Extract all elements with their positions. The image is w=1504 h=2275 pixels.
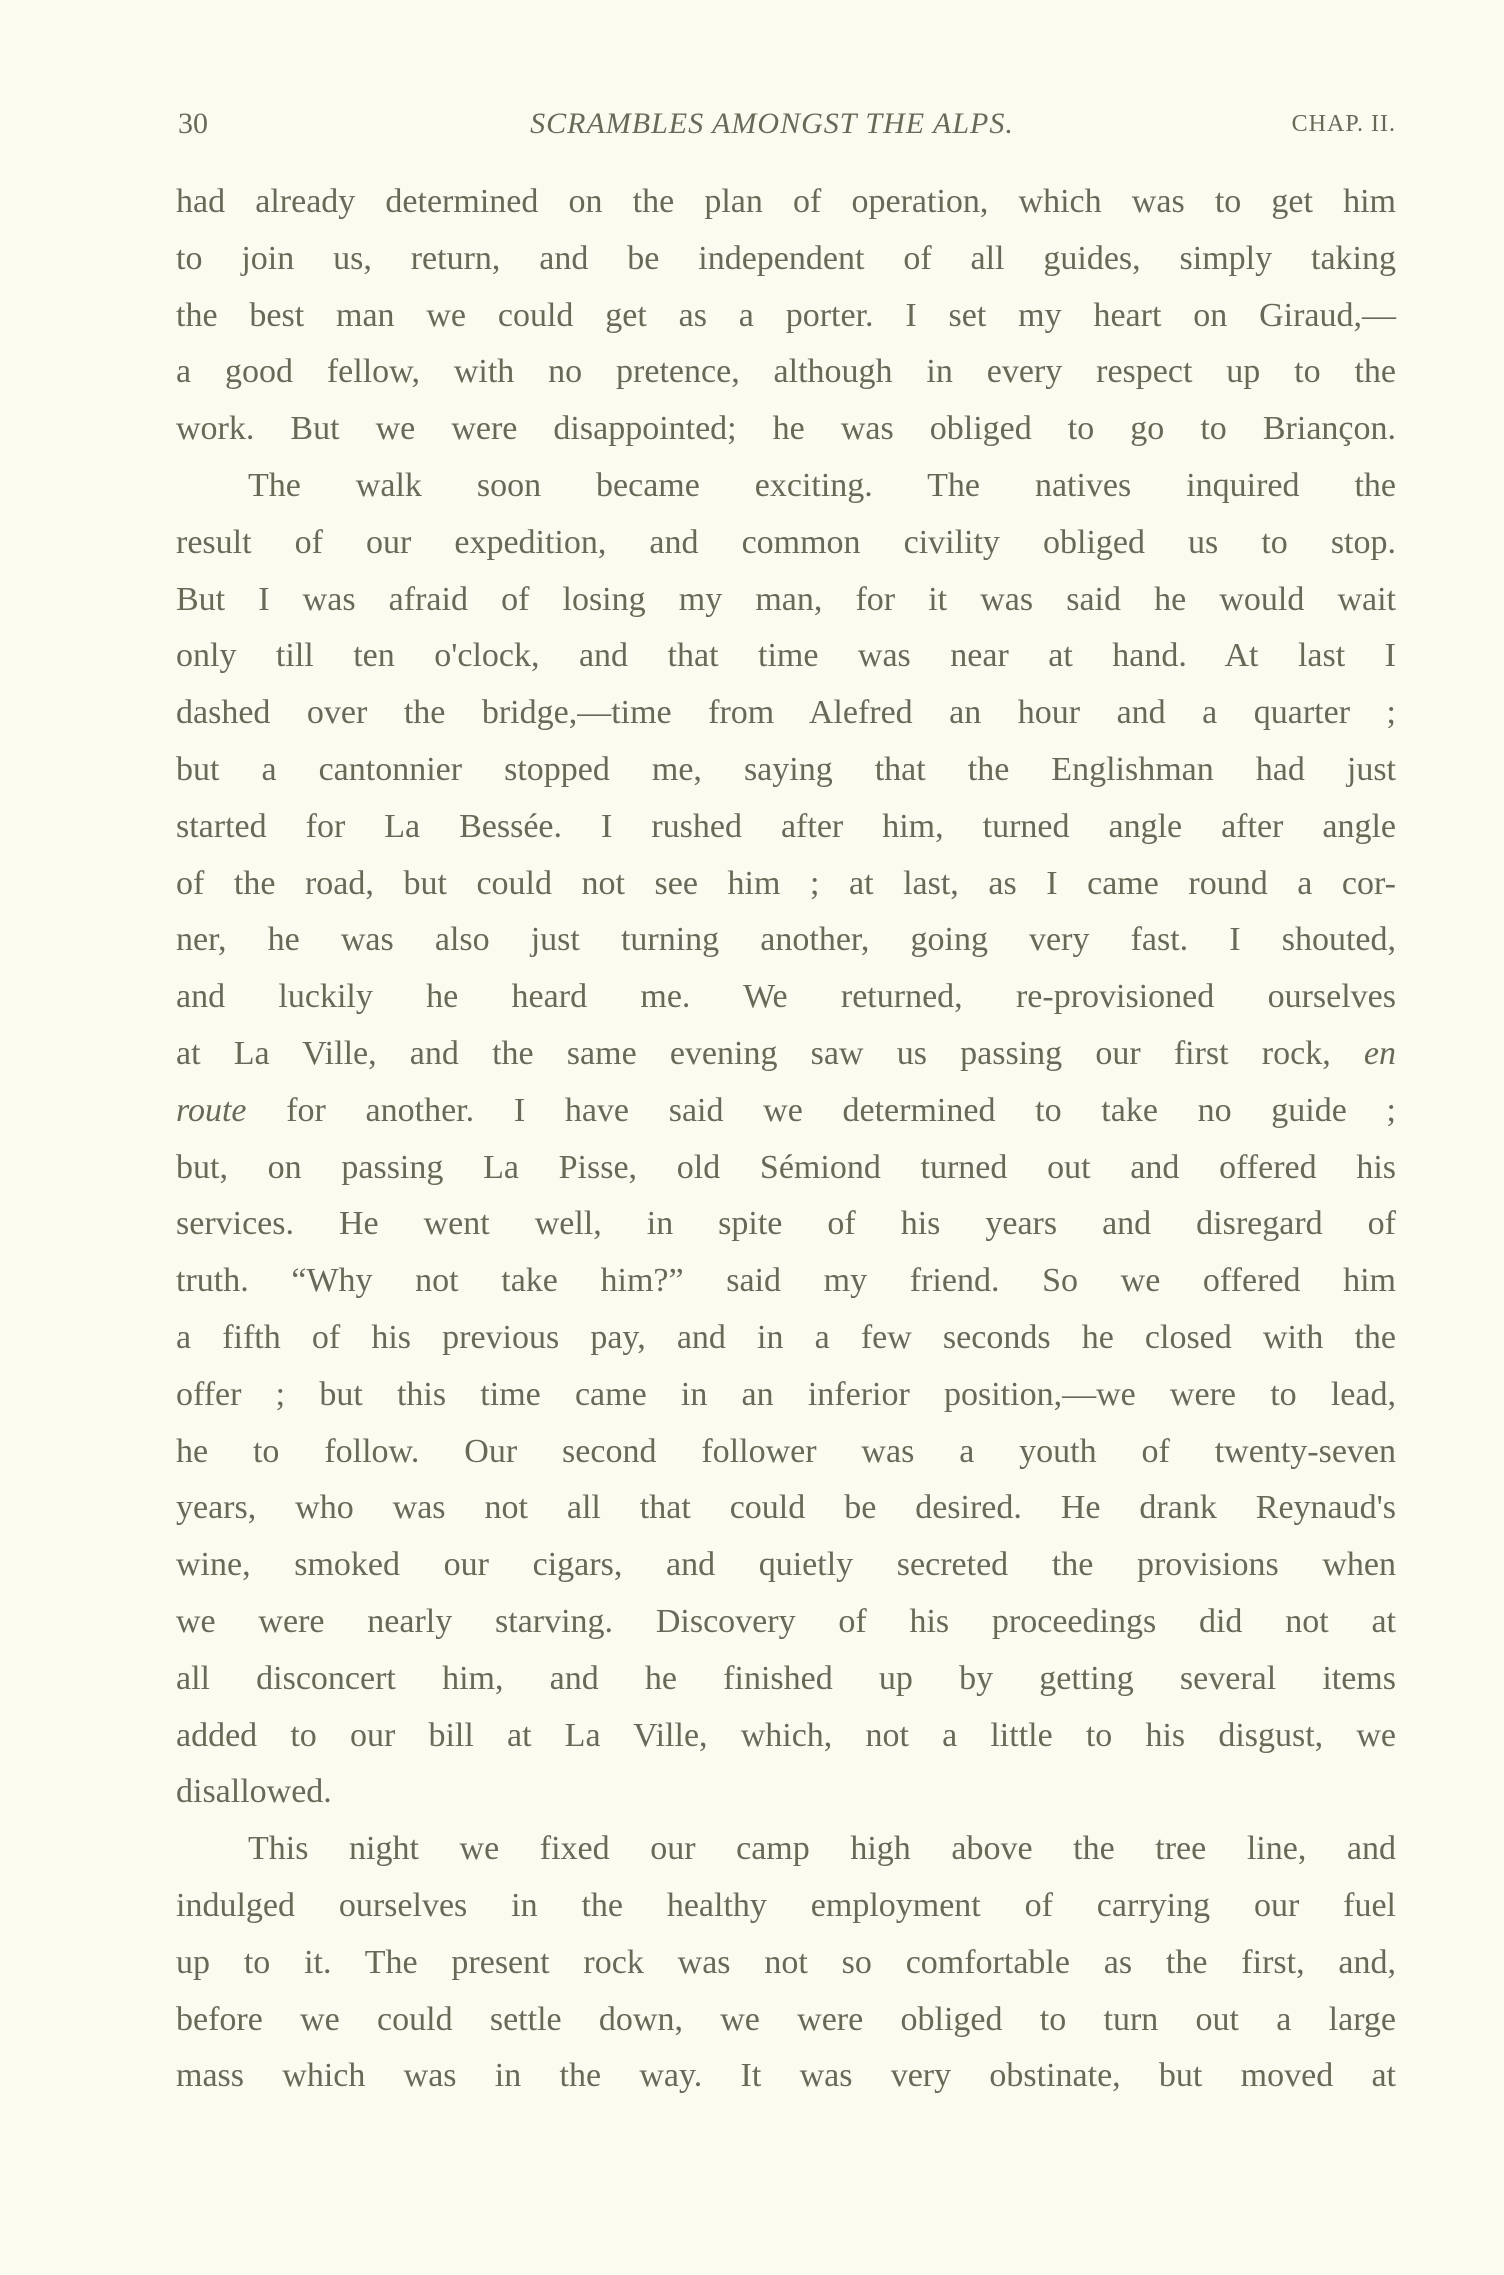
line-text: before we could settle down, we were obliged to turn out a large — [176, 2000, 1396, 2038]
text-line — [176, 1367, 1396, 1424]
text-line — [176, 401, 1396, 458]
line-text: we were nearly starving. Discovery of his proceedings did not at — [176, 1602, 1396, 1640]
line-text: offer ; but this time came in an inferior position,—we were to lead, — [176, 1375, 1396, 1413]
line-text: This night we fixed our camp high above the tree line, and — [248, 1830, 1396, 1868]
text-line — [176, 685, 1396, 742]
line-text: all disconcert him, and he finished up by getting several items — [176, 1659, 1396, 1697]
line-text: work. But we were disappointed; he was obliged to go to Briançon. — [176, 410, 1396, 448]
line-text: result of our expedition, and common civility obliged us to stop. — [176, 523, 1396, 561]
text-line — [176, 1878, 1396, 1935]
line-text: of the road, but could not see him ; at last, as I came round a cor- — [176, 864, 1396, 902]
line-text: only till ten o'clock, and that time was near at hand. At last I — [176, 637, 1396, 675]
line-text: ner, he was also just turning another, going very fast. I shouted, — [176, 921, 1396, 959]
line-text: added to our bill at La Ville, which, not a little to his disgust, we — [176, 1716, 1396, 1754]
line-text: wine, smoked our cigars, and quietly secreted the provisions when — [176, 1546, 1396, 1584]
text-line — [176, 1083, 1396, 1140]
line-text: disallowed. — [176, 1773, 332, 1811]
page-number: 30 — [178, 107, 208, 140]
text-line — [176, 912, 1396, 969]
line-text: dashed over the bridge,—time from Alefred an hour and a quarter ; — [176, 694, 1396, 732]
text-line — [176, 572, 1396, 629]
text-line — [176, 969, 1396, 1026]
line-text: services. He went well, in spite of his years and disregard of — [176, 1205, 1396, 1243]
text-line — [176, 856, 1396, 913]
chapter-label: CHAP. II. — [1291, 111, 1396, 137]
text-line — [176, 1651, 1396, 1708]
text-line — [176, 288, 1396, 345]
text-line — [176, 515, 1396, 572]
line-text: truth. “Why not take him?” said my friend. So we offered him — [176, 1262, 1396, 1300]
text-line — [176, 799, 1396, 856]
line-text: But I was afraid of losing my man, for it was said he would wait — [176, 580, 1396, 618]
line-text: for another. I have said we determined to take no guide ; — [246, 1091, 1396, 1129]
line-text: years, who was not all that could be desired. He drank Reynaud's — [176, 1489, 1396, 1527]
text-line — [176, 174, 1396, 231]
text-line — [176, 1594, 1396, 1651]
text-line — [176, 1140, 1396, 1197]
text-line — [176, 1424, 1396, 1481]
text-line — [176, 1992, 1396, 2049]
line-text: The walk soon became exciting. The natives inquired the — [248, 466, 1396, 504]
text-line — [176, 1537, 1396, 1594]
line-text: he to follow. Our second follower was a youth of twenty-seven — [176, 1432, 1396, 1470]
text-line — [176, 458, 1396, 515]
text-line — [176, 1764, 1396, 1821]
text-line — [176, 2048, 1396, 2105]
text-line — [176, 1480, 1396, 1537]
text-line — [176, 1821, 1396, 1878]
running-title: SCRAMBLES AMONGST THE ALPS. — [530, 107, 1014, 140]
line-text: a fifth of his previous pay, and in a few seconds he closed with the — [176, 1318, 1396, 1356]
line-text: indulged ourselves in the healthy employment of carrying our fuel — [176, 1886, 1396, 1924]
text-line — [176, 231, 1396, 288]
line-text: but a cantonnier stopped me, saying that the Englishman had just — [176, 750, 1396, 788]
text-line — [176, 628, 1396, 685]
line-text: had already determined on the plan of operation, which was to get him — [176, 183, 1396, 220]
text-line — [176, 1196, 1396, 1253]
text-line — [176, 1026, 1396, 1083]
text-line — [176, 1935, 1396, 1992]
line-text: the best man we could get as a porter. I set my heart on Giraud,— — [176, 296, 1396, 334]
text-line — [176, 344, 1396, 401]
body-text — [176, 174, 1396, 2105]
line-text: and luckily he heard me. We returned, re-provisioned ourselves — [176, 978, 1396, 1016]
line-text: but, on passing La Pisse, old Sémiond turned out and offered his — [176, 1148, 1396, 1186]
text-line — [176, 1253, 1396, 1310]
text-line — [176, 1310, 1396, 1367]
line-text: up to it. The present rock was not so comfortable as the first, and, — [176, 1943, 1396, 1981]
line-text: started for La Bessée. I rushed after him, turned angle after angle — [176, 807, 1396, 845]
text-line — [176, 742, 1396, 799]
line-text: at La Ville, and the same evening saw us passing our first rock, — [176, 1034, 1364, 1072]
line-text: a good fellow, with no pretence, although in every respect up to the — [176, 353, 1396, 391]
italic-phrase: route — [176, 1091, 247, 1129]
italic-phrase: en — [1363, 1034, 1396, 1072]
line-text: to join us, return, and be independent of all guides, simply taking — [176, 239, 1396, 277]
line-text: mass which was in the way. It was very obstinate, but moved at — [176, 2057, 1396, 2095]
text-line — [176, 1708, 1396, 1765]
